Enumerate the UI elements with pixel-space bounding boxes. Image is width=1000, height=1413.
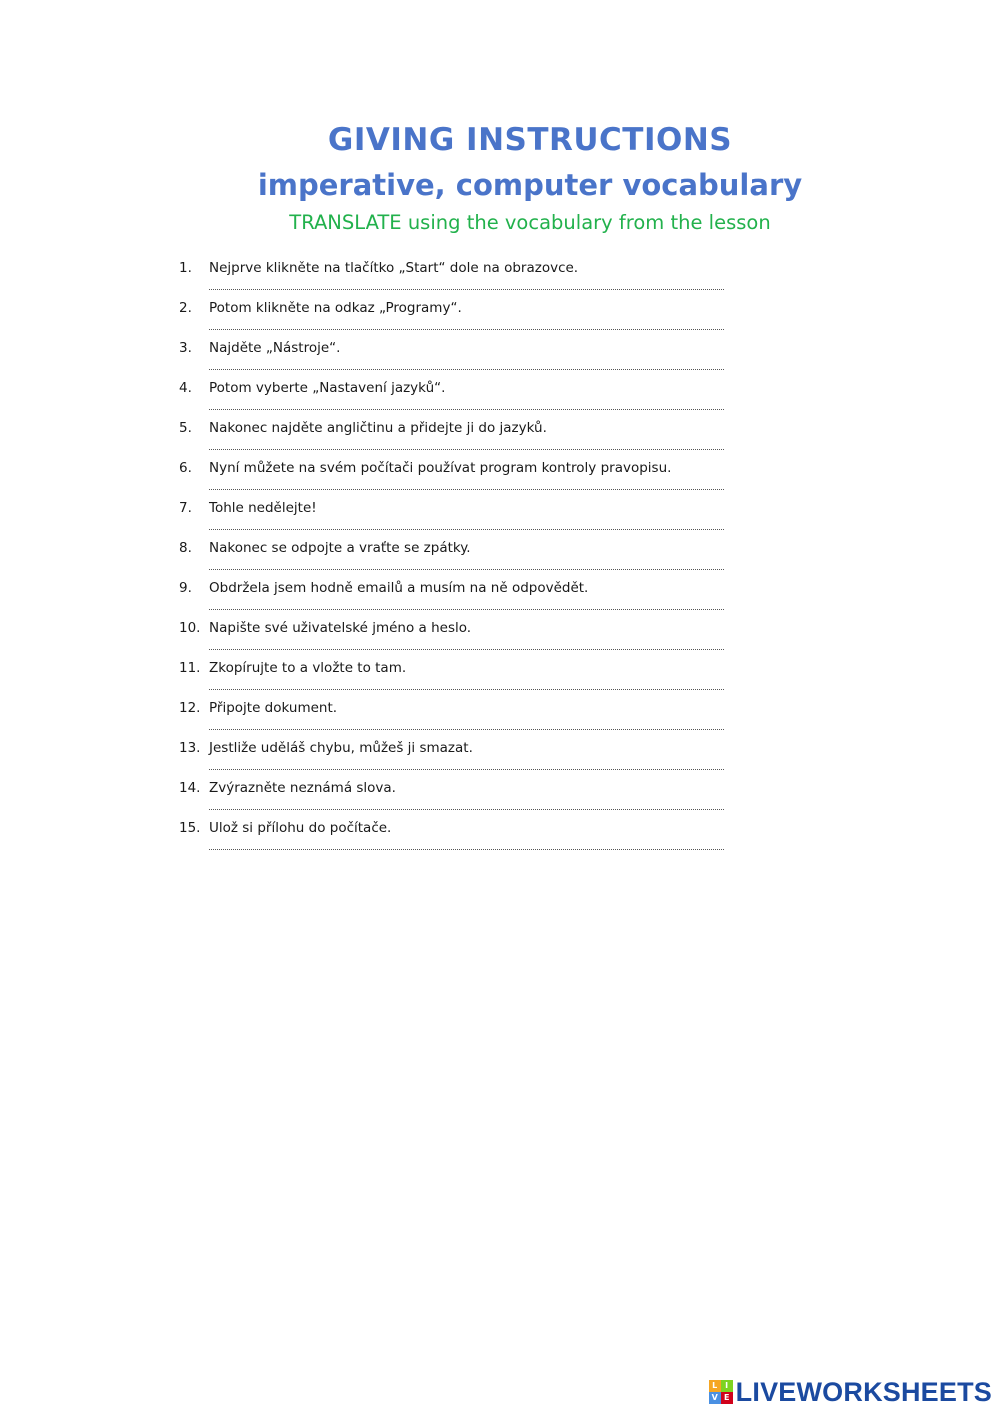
item-sentence: Nakonec najděte angličtinu a přidejte ji do jazyků. (209, 420, 547, 436)
exercise-item (0, 618, 1000, 658)
exercise-item (0, 418, 1000, 458)
item-sentence: Potom klikněte na odkaz „Programy“. (209, 300, 462, 316)
exercise-item (0, 578, 1000, 618)
exercise-item (0, 378, 1000, 418)
item-sentence: Nejprve klikněte na tlačítko „Start“ dole na obrazovce. (209, 260, 579, 276)
item-sentence: Obdržela jsem hodně emailů a musím na ně odpovědět. (209, 580, 589, 596)
item-number: 9. (179, 580, 192, 596)
item-number: 5. (179, 420, 192, 436)
item-number: 4. (179, 380, 192, 396)
exercise-item (0, 698, 1000, 738)
logo-letter: I (721, 1380, 733, 1392)
brand-name: LIVEWORKSHEETS (735, 1376, 992, 1407)
exercise-item (0, 338, 1000, 378)
item-number: 3. (179, 340, 192, 356)
item-number: 10. (179, 620, 201, 636)
exercise-list (0, 258, 1000, 858)
answer-line[interactable] (209, 609, 724, 610)
item-sentence: Najděte „Nástroje“. (209, 340, 341, 356)
exercise-item (0, 778, 1000, 818)
item-number: 12. (179, 700, 201, 716)
answer-line[interactable] (209, 849, 724, 850)
item-sentence: Připojte dokument. (209, 700, 338, 716)
answer-line[interactable] (209, 569, 724, 570)
answer-line[interactable] (209, 369, 724, 370)
liveworksheets-brand[interactable] (709, 1377, 992, 1407)
exercise-item (0, 818, 1000, 858)
exercise-item (0, 738, 1000, 778)
liveworksheets-logo-icon (709, 1380, 733, 1404)
logo-letter: E (721, 1392, 733, 1404)
item-sentence: Zvýrazněte neznámá slova. (209, 780, 396, 796)
answer-line[interactable] (209, 449, 724, 450)
exercise-item (0, 498, 1000, 538)
answer-line[interactable] (209, 289, 724, 290)
answer-line[interactable] (209, 489, 724, 490)
answer-line[interactable] (209, 809, 724, 810)
item-number: 7. (179, 500, 192, 516)
item-sentence: Nyní můžete na svém počítači používat program kontroly pravopisu. (209, 460, 672, 476)
exercise-item (0, 458, 1000, 498)
answer-line[interactable] (209, 329, 724, 330)
exercise-item (0, 258, 1000, 298)
item-sentence: Jestliže uděláš chybu, můžeš ji smazat. (209, 740, 473, 756)
answer-line[interactable] (209, 409, 724, 410)
item-number: 1. (179, 260, 192, 276)
answer-line[interactable] (209, 529, 724, 530)
item-sentence: Ulož si přílohu do počítače. (209, 820, 392, 836)
logo-letter: L (709, 1380, 721, 1392)
item-number: 13. (179, 740, 201, 756)
answer-line[interactable] (209, 649, 724, 650)
item-number: 6. (179, 460, 192, 476)
answer-line[interactable] (209, 689, 724, 690)
item-number: 8. (179, 540, 192, 556)
exercise-item (0, 298, 1000, 338)
item-sentence: Napište své uživatelské jméno a heslo. (209, 620, 472, 636)
item-sentence: Potom vyberte „Nastavení jazyků“. (209, 380, 446, 396)
item-number: 11. (179, 660, 201, 676)
item-number: 15. (179, 820, 201, 836)
exercise-item (0, 538, 1000, 578)
item-sentence: Zkopírujte to a vložte to tam. (209, 660, 407, 676)
item-number: 14. (179, 780, 201, 796)
item-number: 2. (179, 300, 192, 316)
worksheet-subtitle: imperative, computer vocabulary (257, 168, 803, 202)
worksheet-title: GIVING INSTRUCTIONS (327, 122, 733, 158)
answer-line[interactable] (209, 769, 724, 770)
answer-line[interactable] (209, 729, 724, 730)
logo-letter: V (709, 1392, 721, 1404)
exercise-item (0, 658, 1000, 698)
task-instruction: TRANSLATE using the vocabulary from the lesson (289, 211, 771, 234)
item-sentence: Nakonec se odpojte a vraťte se zpátky. (209, 540, 471, 556)
item-sentence: Tohle nedělejte! (209, 500, 317, 516)
